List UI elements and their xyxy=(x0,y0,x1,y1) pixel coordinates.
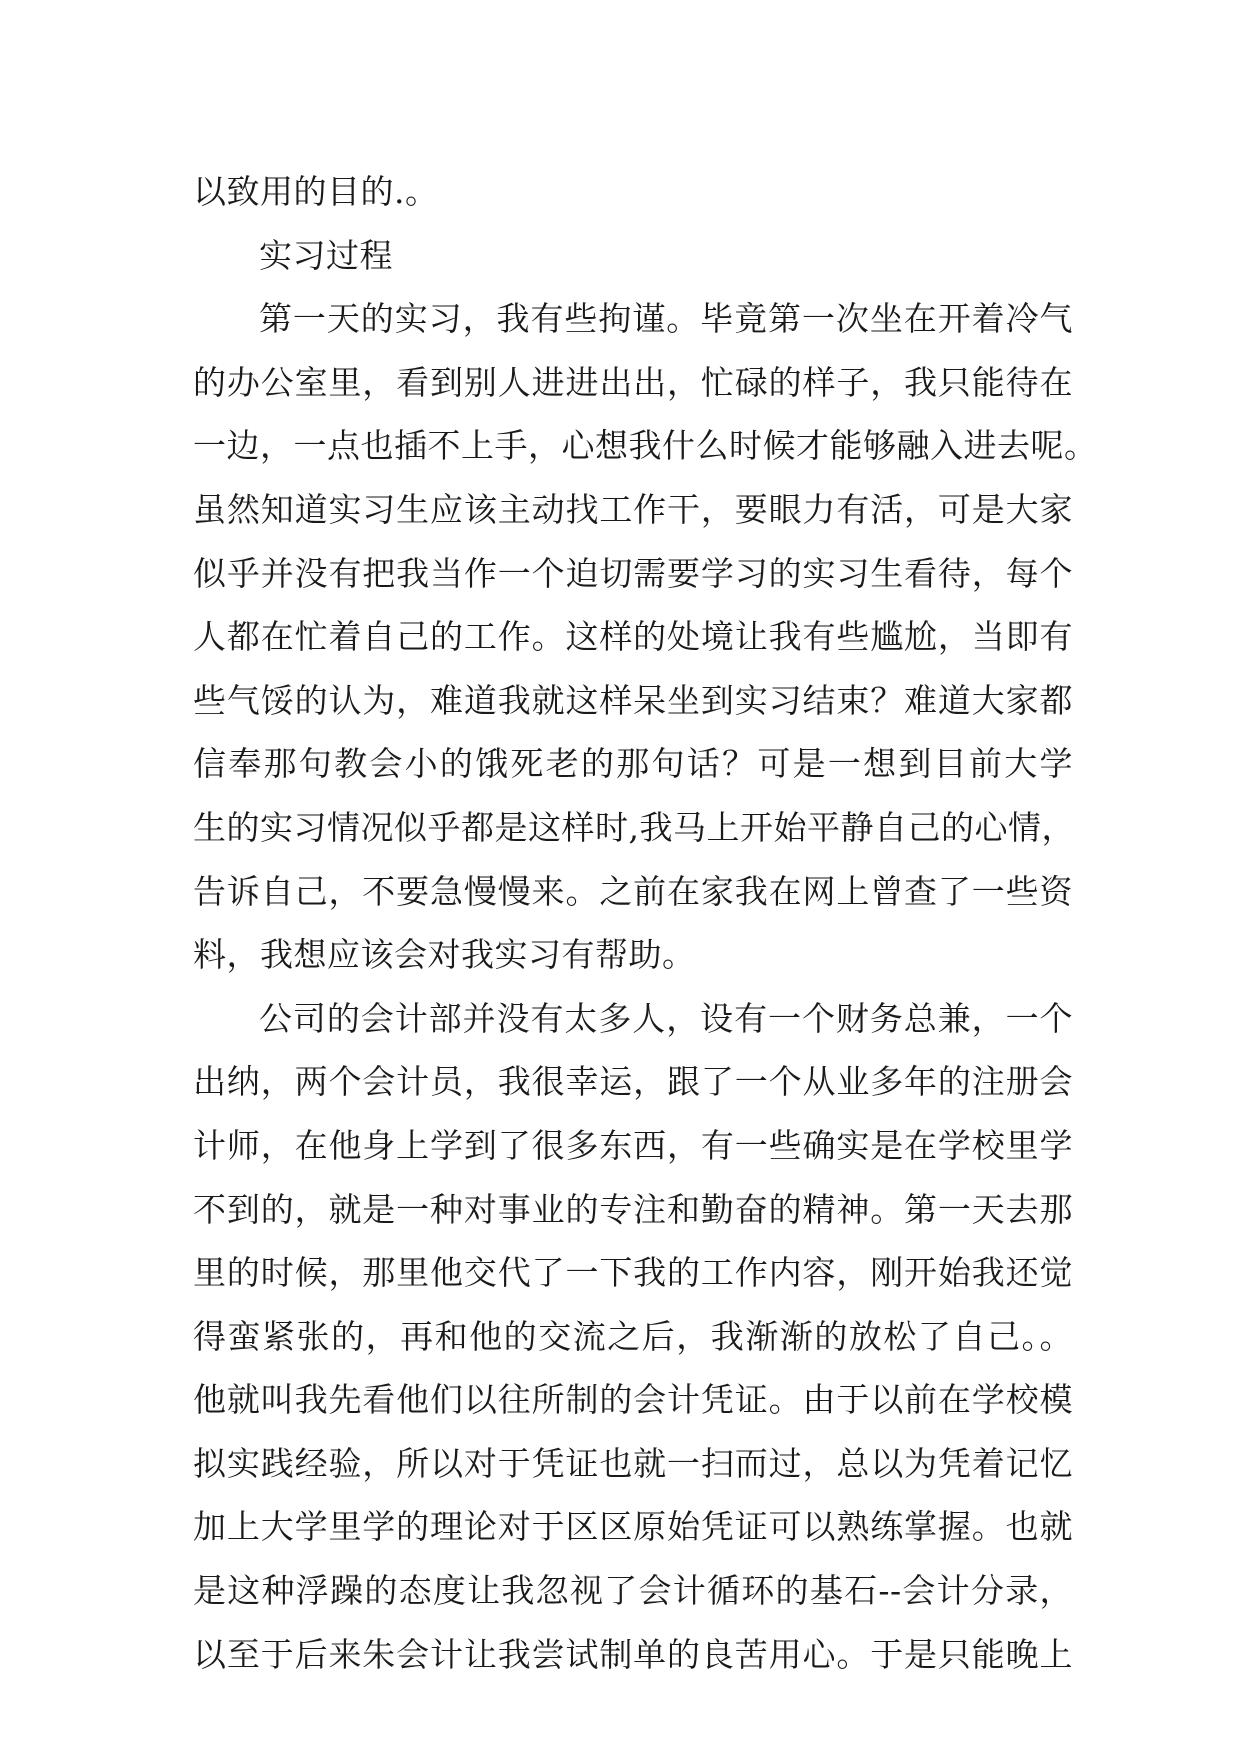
text-line: 出纳，两个会计员，我很幸运，跟了一个从业多年的注册会 xyxy=(193,1062,1073,1102)
text-line: 公司的会计部并没有太多人，设有一个财务总兼，一个 xyxy=(259,998,1073,1038)
text-line: 里的时候，那里他交代了一下我的工作内容，刚开始我还觉 xyxy=(193,1253,1073,1293)
text-line: 人都在忙着自己的工作。这样的处境让我有些尴尬，当即有 xyxy=(193,617,1073,657)
text-line: 得蛮紧张的，再和他的交流之后，我渐渐的放松了自己。。 xyxy=(193,1316,1073,1356)
text-line: 是这种浮躁的态度让我忽视了会计循环的基石--会计分录， xyxy=(193,1571,1073,1611)
text-line: 虽然知道实习生应该主动找工作干，要眼力有活，可是大家 xyxy=(193,489,1073,529)
text-line: 告诉自己，不要急慢慢来。之前在家我在网上曾查了一些资 xyxy=(193,871,1073,911)
text-line: 似乎并没有把我当作一个迫切需要学习的实习生看待，每个 xyxy=(193,553,1073,593)
text-line: 实习过程 xyxy=(259,235,393,275)
text-line: 第一天的实习，我有些拘谨。毕竟第一次坐在开着冷气 xyxy=(259,299,1073,339)
text-line: 他就叫我先看他们以往所制的会计凭证。由于以前在学校模 xyxy=(193,1380,1073,1420)
text-line: 的办公室里，看到别人进进出出，忙碌的样子，我只能待在 xyxy=(193,362,1073,402)
text-line: 信奉那句教会小的饿死老的那句话？可是一想到目前大学 xyxy=(193,744,1073,784)
text-line: 计师，在他身上学到了很多东西，有一些确实是在学校里学 xyxy=(193,1125,1073,1165)
text-line: 不到的，就是一种对事业的专注和勤奋的精神。第一天去那 xyxy=(193,1189,1073,1229)
text-line: 一边，一点也插不上手，心想我什么时候才能够融入进去呢。 xyxy=(193,426,1098,466)
text-line: 以致用的目的.。 xyxy=(193,172,439,211)
text-line: 以至于后来朱会计让我尝试制单的良苦用心。于是只能晚上 xyxy=(193,1634,1073,1674)
text-line: 拟实践经验，所以对于凭证也就一扫而过，总以为凭着记忆 xyxy=(193,1443,1073,1483)
body-text xyxy=(193,160,1098,1686)
text-line: 些气馁的认为，难道我就这样呆坐到实习结束？难道大家都 xyxy=(193,680,1073,720)
text-line: 加上大学里学的理论对于区区原始凭证可以熟练掌握。也就 xyxy=(193,1507,1073,1547)
text-line: 生的实习情况似乎都是这样时,我马上开始平静自己的心情， xyxy=(193,807,1075,847)
text-line: 料，我想应该会对我实习有帮助。 xyxy=(193,935,696,975)
